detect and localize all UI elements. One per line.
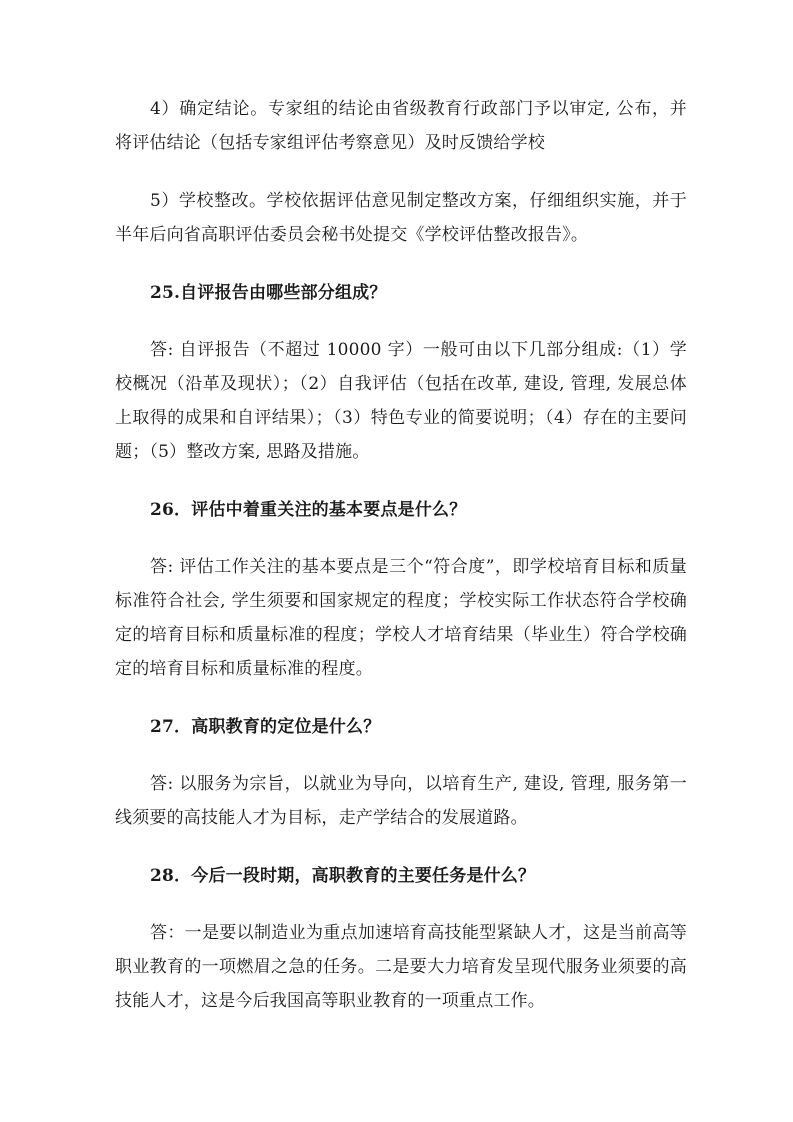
- question-heading-25: 25.自评报告由哪些部分组成？: [150, 283, 387, 303]
- answer-paragraph-28: 答：一是要以制造业为重点加速培育高技能型紧缺人才，这是当前高等职业教育的一项燃眉之急的任务。二是要大力培育发呈现代服务业须要的高技能人才，这是今后我国高等职业教育的一项重点工作。: [115, 923, 687, 1011]
- question-heading-26: 26．评估中着重关注的基本要点是什么？: [150, 500, 467, 520]
- document-body: [115, 92, 687, 1042]
- question-heading-28: 28．今后一段时期，高职教育的主要任务是什么？: [150, 866, 536, 886]
- paragraph-step-5-rectification: 5）学校整改。学校依据评估意见制定整改方案，仔细组织实施，并于半年后向省高职评估委员会秘书处提交《学校评估整改报告》。: [115, 191, 687, 245]
- paragraph-step-4-conclusion: 4）确定结论。专家组的结论由省级教育行政部门予以审定, 公布，并将评估结论（包括专家组评估考察意见）及时反馈给学校: [115, 99, 687, 153]
- question-heading-27: 27．高职教育的定位是什么？: [150, 717, 381, 737]
- answer-paragraph-26: 答: 评估工作关注的基本要点是三个“符合度”，即学校培育目标和质量标准符合社会, 学生须要和国家规定的程度；学校实际工作状态符合学校确定的培育目标和质量标准的程度；学校人才培育结果（毕业生）符合学校确定的培育目标和质量标准的程度。: [115, 557, 687, 679]
- answer-paragraph-25: 答: 自评报告（不超过 10000 字）一般可由以下几部分组成:（1）学校概况（沿革及现状）；（2）自我评估（包括在改革, 建设, 管理, 发展总体上取得的成果和自评结果）；（3）特色专业的简要说明；（4）存在的主要问题；（5）整改方案, 思路及措施。: [115, 340, 687, 462]
- answer-paragraph-27: 答: 以服务为宗旨，以就业为导向，以培育生产, 建设, 管理, 服务第一线须要的高技能人才为目标，走产学结合的发展道路。: [115, 774, 687, 828]
